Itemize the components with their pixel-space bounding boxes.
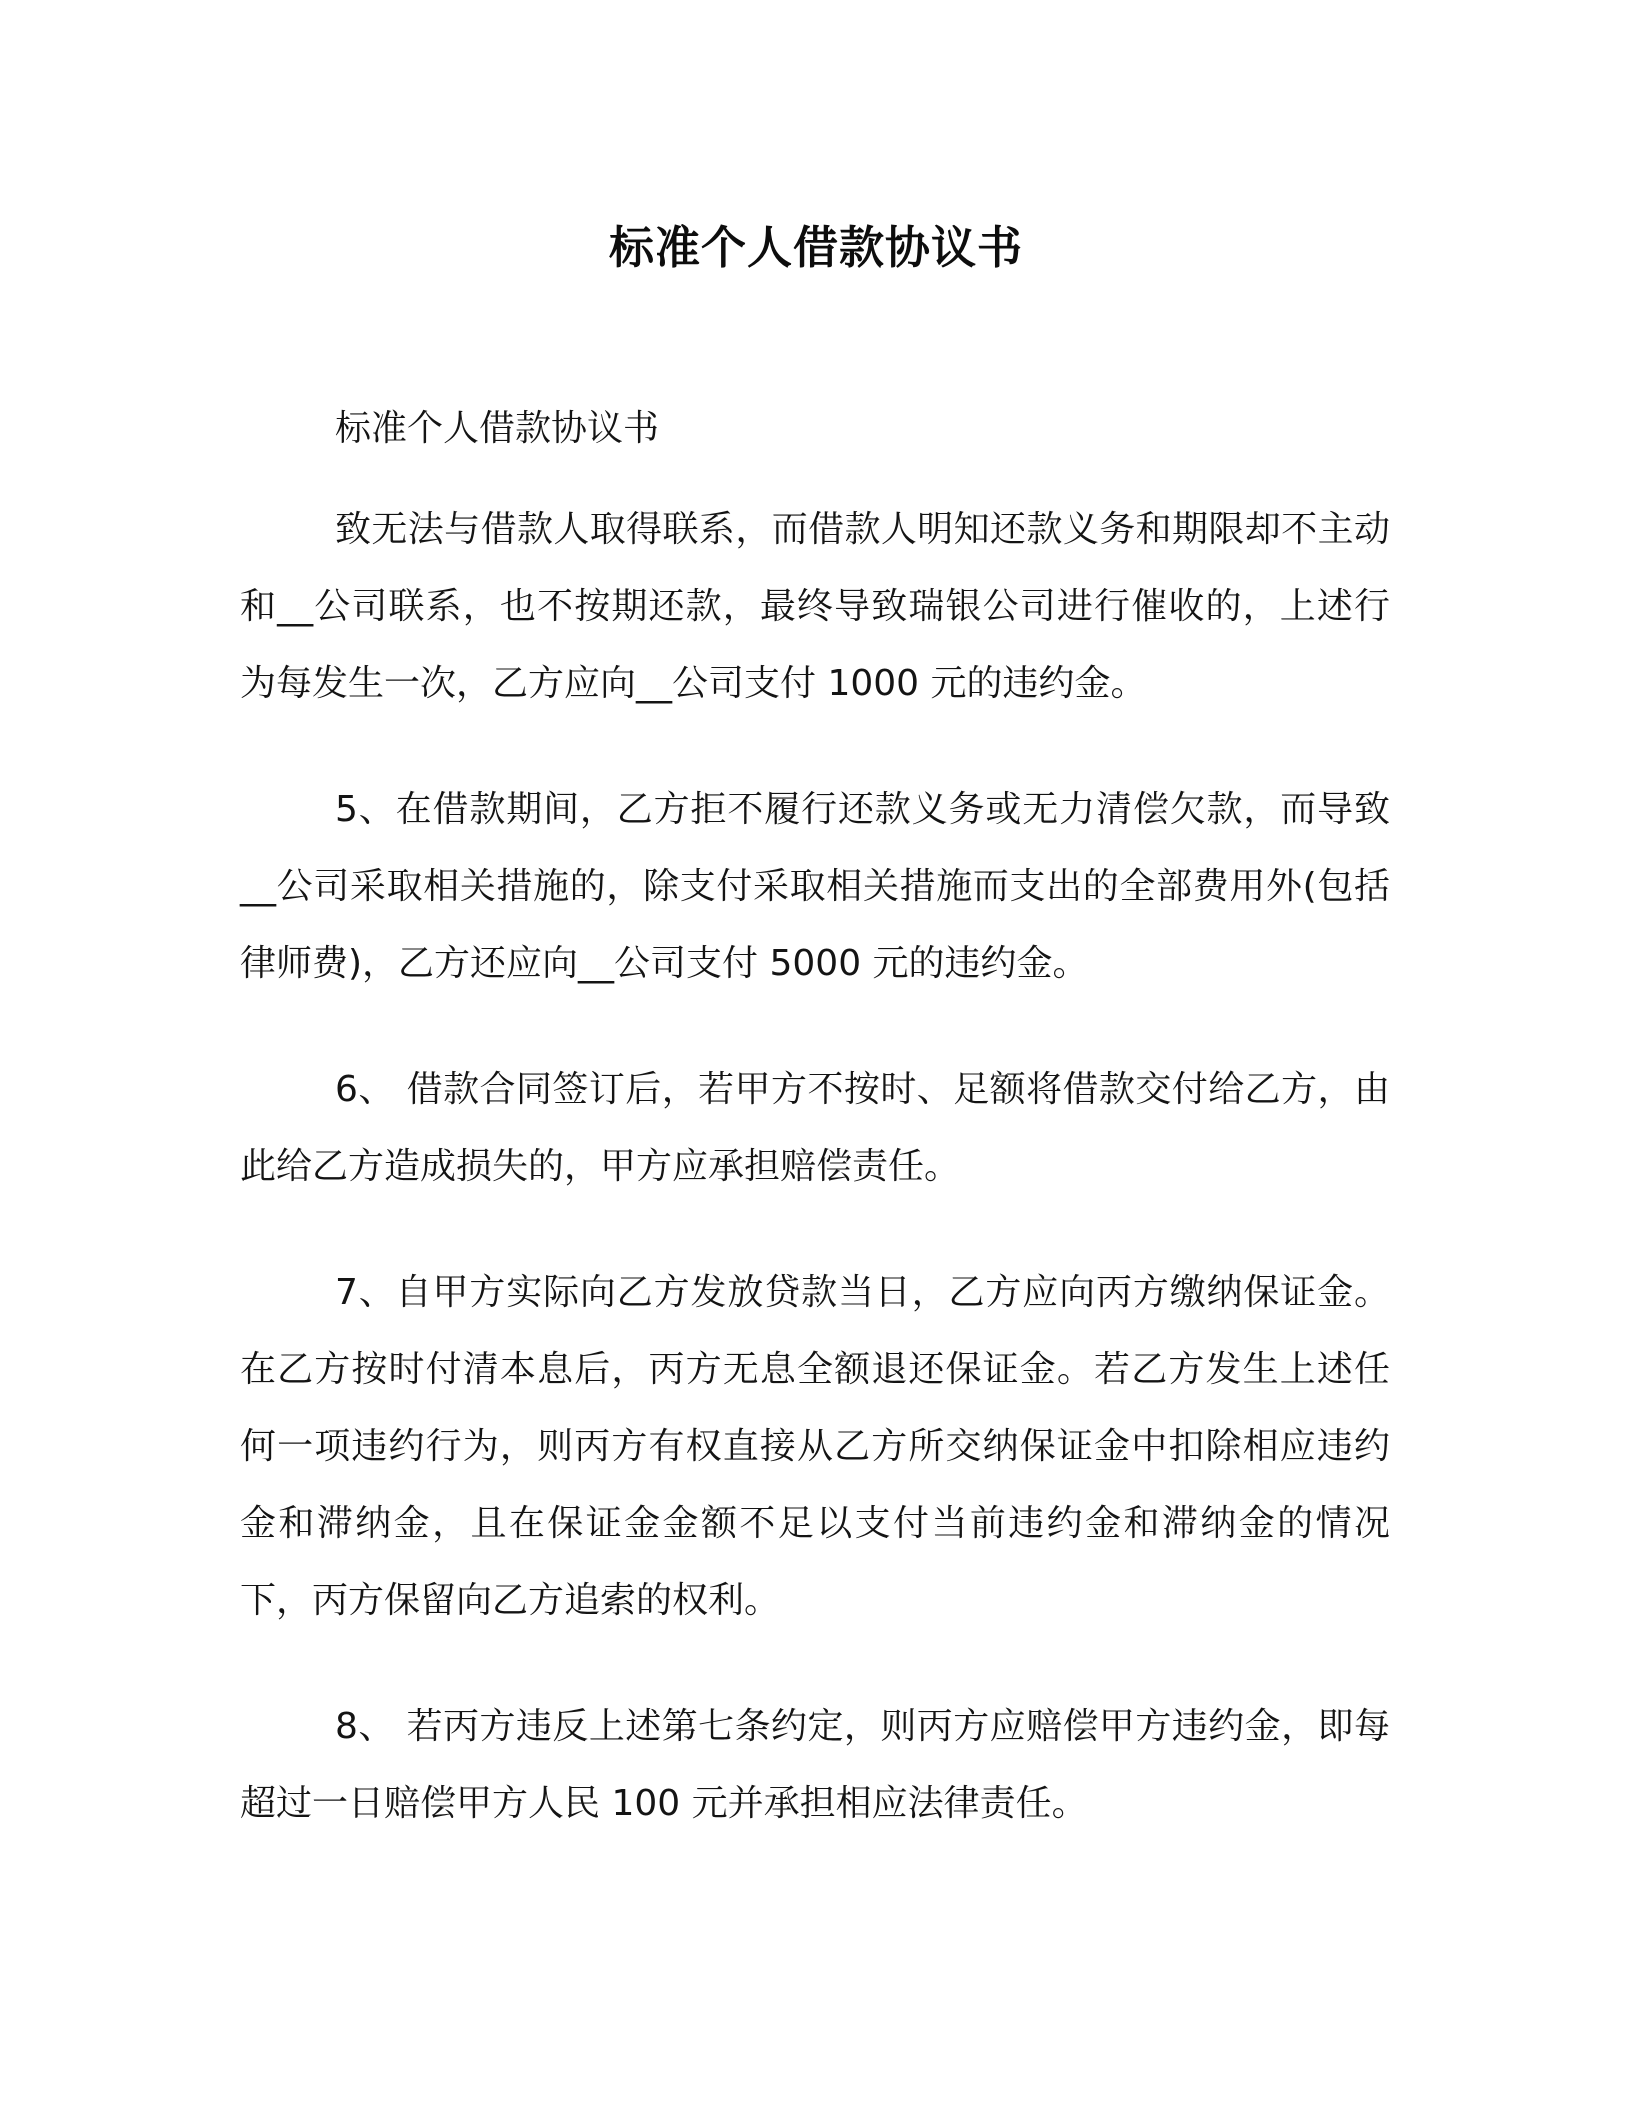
paragraph-contact-penalty: 致无法与借款人取得联系，而借款人明知还款义务和期限却不主动和__公司联系，也不按期还款，最终导致瑞银公司进行催收的，上述行为每发生一次，乙方应向__公司支付 1000 元的违约金。 [240,509,1390,704]
paragraph-clause-6: 6、 借款合同签订后，若甲方不按时、足额将借款交付给乙方，由此给乙方造成损失的，甲方应承担赔偿责任。 [240,1069,1390,1187]
document-title: 标准个人借款协议书 [608,221,1023,274]
paragraph-clause-5: 5、在借款期间，乙方拒不履行还款义务或无力清偿欠款，而导致__公司采取相关措施的，除支付采取相关措施而支出的全部费用外(包括律师费)，乙方还应向__公司支付 5000 元的违约金。 [240,789,1390,984]
paragraph-clause-7: 7、自甲方实际向乙方发放贷款当日，乙方应向丙方缴纳保证金。在乙方按时付清本息后，丙方无息全额退还保证金。若乙方发生上述任何一项违约行为，则丙方有权直接从乙方所交纳保证金中扣除相应违约金和滞纳金，且在保证金金额不足以支付当前违约金和滞纳金的情况下，丙方保留向乙方追索的权利。 [240,1272,1390,1621]
paragraph-clause-8: 8、 若丙方违反上述第七条约定，则丙方应赔偿甲方违约金，即每超过一日赔偿甲方人民 100 元并承担相应法律责任。 [240,1706,1390,1824]
paragraph-subtitle: 标准个人借款协议书 [335,408,660,449]
document-body [240,390,1390,1891]
